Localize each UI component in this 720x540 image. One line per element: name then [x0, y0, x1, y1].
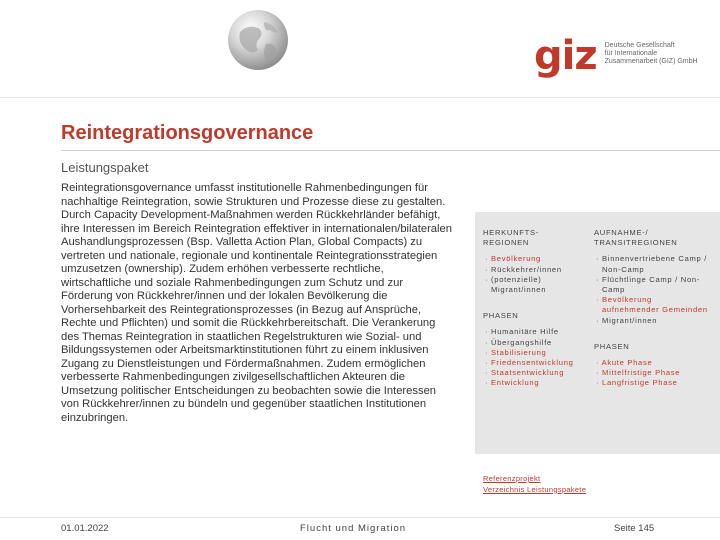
- origin-phases-heading: PHASEN: [483, 311, 519, 321]
- giz-logo: [534, 33, 720, 79]
- phase-item: · Stabilisierung: [483, 348, 585, 358]
- footer-page-number: Seite 145: [614, 523, 655, 534]
- target-group-item: · Binnenvertriebene Camp / Non-Camp: [594, 254, 712, 274]
- phase-item: · Entwicklung: [483, 378, 585, 388]
- giz-logo-line-1: Deutsche Gesellschaft: [604, 42, 675, 49]
- target-group-item: · Flüchtlinge Camp / Non-Camp: [594, 275, 712, 295]
- giz-logo-line-3: Zusammenarbeit (GIZ) GmbH: [604, 58, 698, 65]
- title-divider: [61, 150, 720, 151]
- origin-regions-column: [483, 228, 585, 405]
- target-group-item: · Migrant/innen: [594, 316, 712, 326]
- phase-item: · Humanitäre Hilfe: [483, 327, 585, 337]
- target-group-item: · Rückkehrer/innen: [483, 265, 585, 275]
- footer-date: 01.01.2022: [61, 523, 109, 534]
- host-phases-list: [594, 358, 712, 389]
- host-regions-column: [594, 228, 712, 405]
- giz-logo-line-2: für Internationale: [604, 50, 658, 57]
- host-phases-heading: PHASEN: [594, 341, 630, 351]
- regions-panel: [475, 212, 720, 454]
- target-group-item: · Bevölkerung: [483, 254, 585, 264]
- description-text: Reintegrationsgovernance umfasst institutionelle Rahmenbedingungen für nachhaltige Reintegration, sowie Strukturen und Prozesse diese zu gestalten. Durch Capacity Development-Maßnahmen werden Rückkehrländer befähigt, ihre Interessen im Bereich Reintegration effektiver in internationalen/bilateralen Aushandlungsprozessen (Bsp. Valletta Action Plan, Global Compacts) zu vertreten und nationale, regionale und kontinentale Reintegrationsstrategien umzusetzen (ownership). Zudem erhöhen verbesserte rechtliche, wirtschaftliche und soziale Rahmenbedingungen zum Schutz und zur Förderung von Rückkehrer/innen und der lokalen Bevölkerung die Vorhersehbarkeit des Reintegrationsprozesses (in Bezug auf Ansprüche, Rechte und Pflichten) und somit die Rückkehrbereitschaft. Die Verankerung des Themas Reintegration in staatlichen Regelstrukturen wie Sozial- und Bildungssystemen oder Arbeitsmarktinstitutionen führt zu einem inklusiven Zugang zu Dienstleistungen und Fördermaßnahmen. Zudem ermöglichen verbesserte Rahmenbedingungen zivilgesellschaftlichen Akteuren die Umsetzung politischer Entscheidungen zu beobachten sowie die Interessen von Rückkehrer/innen zu bündeln und gegenüber staatlichen Institutionen einzubringen.: [61, 182, 452, 424]
- footer-divider: [0, 517, 720, 518]
- phase-item: · Übergangshilfe: [483, 338, 585, 348]
- links-block: [483, 474, 586, 495]
- slide-subtitle: Leistungspaket: [61, 160, 149, 175]
- giz-logo-subtitle: [605, 42, 720, 66]
- reference-project-link[interactable]: Referenzprojekt: [483, 474, 541, 483]
- giz-logo-mark: giz: [534, 33, 597, 79]
- globe-image: [226, 8, 290, 72]
- phase-item: · Staatsentwicklung: [483, 368, 585, 378]
- footer-topic: Flucht und Migration: [300, 523, 407, 534]
- origin-target-groups: [483, 254, 585, 295]
- phase-item: · Mittelfristige Phase: [594, 368, 712, 378]
- phase-item: · Friedensentwicklung: [483, 358, 585, 368]
- slide-title: Reintegrationsgovernance: [61, 122, 314, 144]
- service-packages-link[interactable]: Verzeichnis Leistungspakete: [483, 484, 587, 494]
- target-group-item: · Bevölkerung aufnehmender Gemeinden: [594, 295, 712, 315]
- host-target-groups: [594, 254, 712, 325]
- origin-regions-heading: HERKUNFTS-REGIONEN: [483, 228, 539, 248]
- phase-item: · Akute Phase: [594, 358, 712, 368]
- header-divider: [0, 97, 720, 98]
- phase-item: · Langfristige Phase: [594, 378, 712, 388]
- origin-phases-list: [483, 327, 585, 388]
- target-group-item: · (potenzielle) Migrant/innen: [483, 275, 585, 295]
- host-regions-heading: AUFNAHME-/ TRANSITREGIONEN: [594, 228, 678, 248]
